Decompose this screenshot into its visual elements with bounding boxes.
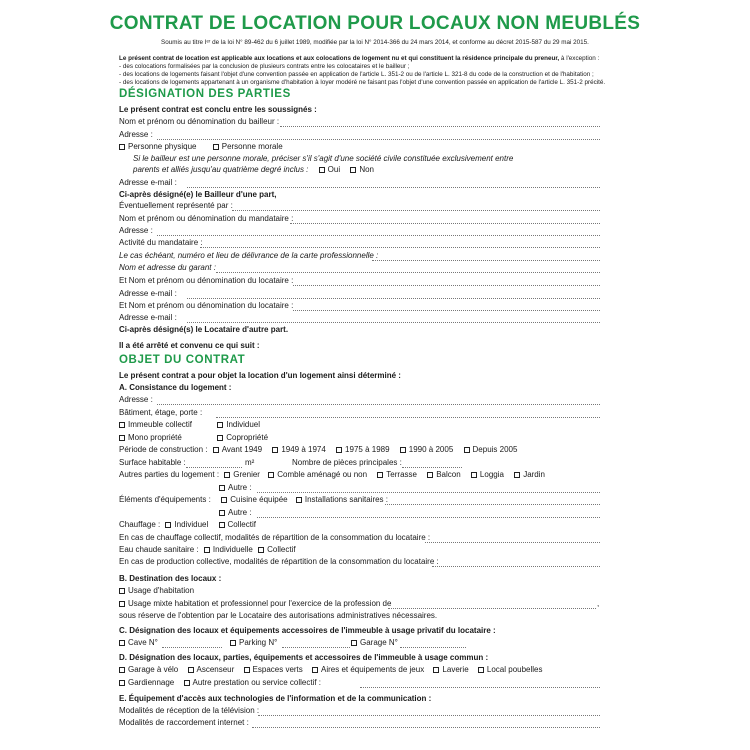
intro-bold: Le présent contrat de location est applicable aux locations et aux colocations de logement nu et qui constituent la résidence principale du preneur, [119,55,560,62]
checkbox-icon [219,522,225,528]
label-adresse-logement: Adresse : [119,395,153,404]
checkbox-mono-propriete[interactable] [119,432,215,443]
sous-reserve: sous réserve de l'obtention par le Locataire des autorisations administratives nécessaires. [119,611,438,620]
field-profession[interactable] [388,608,596,609]
checkbox-chauffage-individuel[interactable] [165,519,208,530]
note-personne-morale-2: parents et alliés jusqu'au quatrième degré inclus : [133,165,309,174]
checkbox-icon [119,601,125,607]
label-oui: Oui [327,165,341,174]
note-personne-morale-1: Si le bailleur est une personne morale, préciser s'il s'agit d'une société civile constituée exclusivement entre [133,154,514,163]
checkbox-garage[interactable] [351,637,398,648]
checkbox-icon [165,522,171,528]
intro-line-4: - des locations de logements appartenant à un organisme d'habitation à loyer modéré ne faisant pas l'objet d'une convention passée en application de l'article L. 351-2 précité. [119,79,606,86]
label-non: Non [359,165,375,174]
row-elements-equipements [119,494,388,505]
label-individuelle: Individuelle [212,545,253,554]
row-note-2 [133,164,374,175]
checkbox-1990-2005[interactable] [400,444,454,455]
label-garage: Garage N° [360,638,398,647]
label-adresse-mandataire: Adresse : [119,226,153,235]
label-cuisine-equipee: Cuisine équipée [230,495,288,504]
comma: , [597,599,600,608]
field-adresse-logement[interactable] [157,404,600,405]
label-collectif: Collectif [227,520,256,529]
checkbox-usage-mixte[interactable] [119,598,391,609]
field-cave-numero[interactable] [162,647,222,648]
checkbox-icon [119,422,125,428]
label-copropriete: Copropriété [226,433,269,442]
row-usage-commun [119,664,543,675]
row-chauffage [119,519,256,530]
label-gardiennage: Gardiennage [128,678,175,687]
checkbox-icon [184,680,190,686]
checkbox-icon [336,447,342,453]
label-carte-professionnelle: Le cas échéant, numéro et lieu de délivrance de la carte professionnelle : [119,251,379,260]
checkbox-icon [268,472,274,478]
checkbox-icon [217,422,223,428]
checkbox-cuisine-equipee[interactable] [221,494,287,505]
intro-rest: à l'exception : [559,55,600,62]
checkbox-avant-1949[interactable] [213,444,262,455]
row-eau-chaude [119,544,296,555]
label-periode-construction: Période de construction : [119,445,208,454]
checkbox-icon [514,472,520,478]
checkbox-icon [188,667,194,673]
field-nombre-pieces[interactable] [402,467,462,468]
row-periode-construction [119,444,517,455]
checkbox-parking[interactable] [230,637,277,648]
b-destination-title: B. Destination des locaux : [119,574,222,583]
label-installations-sanitaires: Installations sanitaires : [304,495,388,504]
field-activite-mandataire[interactable] [200,247,600,248]
checkbox-eau-individuelle[interactable] [204,544,253,555]
field-nom-mandataire[interactable] [290,223,600,224]
checkbox-icon [377,472,383,478]
checkbox-espaces-verts[interactable] [244,664,303,675]
label-collective: Collectif [267,545,296,554]
field-parking-numero[interactable] [282,647,350,648]
checkbox-icon [296,497,302,503]
document-subtitle: Soumis au titre Iᵉʳ de la loi N° 89-462 du 6 juillet 1989, modifiée par la loi N° 2014-366 du 24 mars 2014, et conforme au décret 2015-587 du 29 mai 2015. [161,39,589,46]
field-email-locataire-2[interactable] [187,322,600,323]
checkbox-cave[interactable] [119,637,158,648]
checkbox-oui[interactable] [319,164,340,175]
label-activite-mandataire: Activité du mandataire : [119,238,203,247]
field-reception-television[interactable] [258,715,600,716]
checkbox-icon [219,485,225,491]
label-eventuellement: Éventuellement représenté par : [119,201,233,210]
label-elements-equipements: Éléments d'équipements : [119,495,211,504]
label-espaces-verts: Espaces verts [252,665,303,674]
field-surface-habitable[interactable] [186,467,242,468]
checkbox-copropriete[interactable] [217,432,268,443]
checkbox-garage-velo[interactable] [119,664,178,675]
checkbox-icon [427,472,433,478]
checkbox-icon [213,144,219,150]
arrete-convenu: Il a été arrêté et convenu ce qui suit : [119,341,260,350]
checkbox-usage-habitation[interactable] [119,585,194,596]
checkbox-icon [319,167,325,173]
label-local-poubelles: Local poubelles [486,665,543,674]
checkbox-icon [230,640,236,646]
label-nom-mandataire: Nom et prénom ou dénomination du mandataire : [119,214,294,223]
checkbox-icon [119,435,125,441]
label-jardin: Jardin [523,470,545,479]
label-periode: 1949 à 1974 [281,445,326,454]
checkbox-icon [119,588,125,594]
label-autre-prestation: Autre prestation ou service collectif : [192,678,322,687]
field-autre-equipements[interactable] [257,517,600,518]
field-raccordement-internet[interactable] [252,727,600,728]
checkbox-icon [119,680,125,686]
field-nom-bailleur[interactable] [280,126,600,127]
checkbox-terrasse[interactable] [377,469,417,480]
intro-line-3: - des locations de logements faisant l'objet d'une convention passée en application de l'article L. 351-2 ou de l'article L. 321-8 du code de la construction et de l'habitation ; [119,71,594,78]
row-immeuble [119,419,260,430]
label-autre: Autre : [228,508,252,517]
checkbox-aires-jeux[interactable] [312,664,424,675]
checkbox-icon [351,640,357,646]
checkbox-depuis-2005[interactable] [464,444,518,455]
field-autre-prestation[interactable] [360,687,600,688]
label-email-bailleur: Adresse e-mail : [119,178,177,187]
checkbox-icon [433,667,439,673]
checkbox-grenier[interactable] [224,469,260,480]
checkbox-laverie[interactable] [433,664,468,675]
label-periode: 1990 à 2005 [408,445,454,454]
label-reception-television: Modalités de réception de la télévision : [119,706,260,715]
checkbox-chauffage-collectif[interactable] [219,519,256,530]
label-chauffage: Chauffage : [119,520,161,529]
checkbox-comble[interactable] [268,469,367,480]
checkbox-icon [119,667,125,673]
row-propriete [119,432,268,443]
objet-intro: Le présent contrat a pour objet la location d'un logement ainsi déterminé : [119,371,401,380]
label-production-collective: En cas de production collective, modalités de répartition de la consommation du locataire : [119,557,439,566]
field-production-collective[interactable] [432,566,600,567]
field-garant[interactable] [216,272,600,273]
label-individuel: Individuel [174,520,209,529]
label-mono-propriete: Mono propriété [128,433,182,442]
label-terrasse: Terrasse [386,470,417,479]
field-adresse-bailleur[interactable] [157,139,600,140]
label-chauffage-collectif: En cas de chauffage collectif, modalités de répartition de la consommation du locataire : [119,533,431,542]
label-garage-velo: Garage à vélo [128,665,179,674]
label-usage-habitation: Usage d'habitation [128,586,195,595]
checkbox-autre-parties[interactable] [219,482,252,493]
section-heading-parties: DÉSIGNATION DES PARTIES [119,88,291,100]
checkbox-immeuble-collectif[interactable] [119,419,215,430]
field-chauffage-collectif[interactable] [425,542,600,543]
field-email-bailleur[interactable] [187,187,600,188]
a-consistance-title: A. Consistance du logement : [119,383,232,392]
row-gardiennage [119,677,321,688]
checkbox-icon [272,447,278,453]
checkbox-1949-1974[interactable] [272,444,326,455]
checkbox-personne-morale[interactable] [213,141,283,152]
label-parking: Parking N° [239,638,278,647]
checkbox-icon [224,472,230,478]
checkbox-icon [471,472,477,478]
checkbox-non[interactable] [350,164,374,175]
e-equipement-tic-title: E. Équipement d'accès aux technologies de l'information et de la communication : [119,694,432,703]
label-garant: Nom et adresse du garant : [119,263,216,272]
label-periode: Depuis 2005 [472,445,518,454]
label-periode: Avant 1949 [221,445,263,454]
c-designation-privatif-title: C. Désignation des locaux et équipements accessoires de l'immeuble à usage privatif du locataire : [119,626,496,635]
row-autres-parties [119,469,545,480]
label-email-locataire-1: Adresse e-mail : [119,289,177,298]
checkbox-jardin[interactable] [514,469,545,480]
parties-intro: Le présent contrat est conclu entre les soussignés : [119,105,317,114]
label-personne-morale: Personne morale [221,142,283,151]
row-personne-type [119,141,283,152]
label-personne-physique: Personne physique [128,142,197,151]
label-adresse-bailleur: Adresse : [119,130,153,139]
checkbox-icon [204,547,210,553]
checkbox-icon [119,144,125,150]
label-autre: Autre : [228,483,252,492]
ci-apres-locataire: Ci-après désigné(s) le Locataire d'autre part. [119,325,289,334]
checkbox-icon [258,547,264,553]
field-represente-par[interactable] [232,210,600,211]
intro-line-2: - des colocations formalisées par la conclusion de plusieurs contrats entre les colocataires et le bailleur ; [119,63,410,70]
label-immeuble-collectif: Immeuble collectif [128,420,193,429]
label-grenier: Grenier [233,470,260,479]
checkbox-personne-physique[interactable] [119,141,197,152]
label-aires-jeux: Aires et équipements de jeux [321,665,425,674]
checkbox-eau-collective[interactable] [258,544,295,555]
label-autres-parties: Autres parties du logement : [119,470,220,479]
label-eau-chaude: Eau chaude sanitaire : [119,545,199,554]
label-nom-bailleur: Nom et prénom ou dénomination du bailleur : [119,117,280,126]
label-usage-mixte: Usage mixte habitation et professionnel pour l'exercice de la profession de [128,599,392,608]
checkbox-icon [217,435,223,441]
checkbox-1975-1989[interactable] [336,444,390,455]
field-batiment[interactable] [216,417,600,418]
section-heading-objet: OBJET DU CONTRAT [119,354,246,366]
field-nom-locataire-1[interactable] [293,285,600,286]
label-nom-locataire-2: Et Nom et prénom ou dénomination du locataire : [119,301,294,310]
d-designation-commun-title: D. Désignation des locaux, parties, équipements et accessoires de l'immeuble à usage commun : [119,653,489,662]
checkbox-icon [244,667,250,673]
field-nom-locataire-2[interactable] [293,310,600,311]
label-raccordement-internet: Modalités de raccordement internet : [119,718,249,727]
checkbox-icon [350,167,356,173]
checkbox-balcon[interactable] [427,469,460,480]
checkbox-loggia[interactable] [471,469,504,480]
label-nom-locataire-1: Et Nom et prénom ou dénomination du locataire : [119,276,294,285]
document-title: CONTRAT DE LOCATION POUR LOCAUX NON MEUBLÉS [109,13,641,34]
field-installations-sanitaires[interactable] [385,504,600,505]
field-adresse-mandataire[interactable] [157,235,600,236]
checkbox-icon [464,447,470,453]
intro-line-1 [119,55,619,63]
checkbox-icon [400,447,406,453]
field-carte-professionnelle[interactable] [372,260,600,261]
label-cave: Cave N° [128,638,158,647]
checkbox-ascenseur[interactable] [188,664,235,675]
label-loggia: Loggia [479,470,504,479]
label-nombre-pieces: Nombre de pièces principales : [292,458,402,467]
checkbox-gardiennage[interactable] [119,677,174,688]
checkbox-local-poubelles[interactable] [478,664,543,675]
label-surface-habitable: Surface habitable : [119,458,186,467]
checkbox-icon [219,510,225,516]
checkbox-icon [221,497,227,503]
label-individuel: Individuel [226,420,261,429]
label-laverie: Laverie [442,665,469,674]
label-ascenseur: Ascenseur [196,665,235,674]
field-garage-numero[interactable] [400,647,466,648]
label-periode: 1975 à 1989 [345,445,390,454]
label-balcon: Balcon [436,470,461,479]
label-email-locataire-2: Adresse e-mail : [119,313,177,322]
label-batiment: Bâtiment, étage, porte : [119,408,203,417]
field-autre-parties[interactable] [257,492,600,493]
checkbox-icon [312,667,318,673]
checkbox-icon [213,447,219,453]
label-comble: Comble aménagé ou non [277,470,368,479]
label-m2: m² [245,458,255,467]
field-email-locataire-1[interactable] [187,298,600,299]
checkbox-autre-prestation[interactable] [184,677,322,688]
checkbox-icon [478,667,484,673]
checkbox-autre-equipements[interactable] [219,507,252,518]
checkbox-installations-sanitaires[interactable] [296,494,388,505]
ci-apres-bailleur: Ci-après désigné(e) le Bailleur d'une part, [119,190,277,199]
checkbox-individuel[interactable] [217,419,260,430]
checkbox-icon [119,640,125,646]
